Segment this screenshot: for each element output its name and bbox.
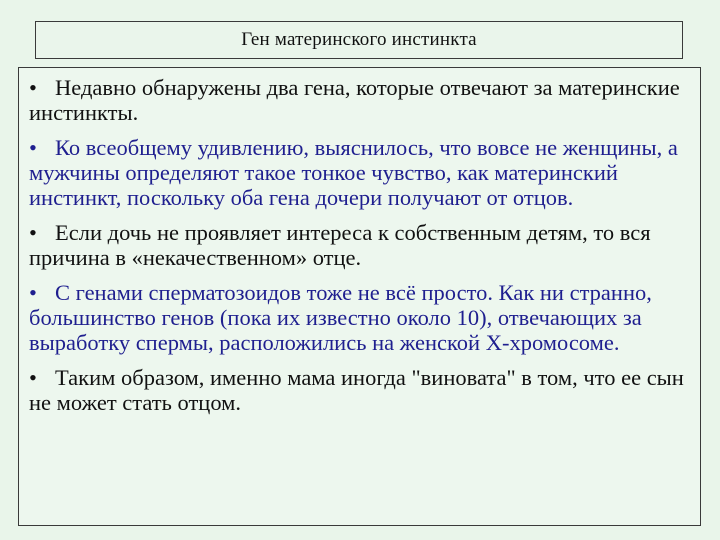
bullet-marker: • bbox=[29, 365, 37, 390]
bullet-text: Если дочь не проявляет интереса к собственным детям, то вся причина в «некачественном» отце. bbox=[29, 220, 651, 270]
bullet-item-3 bbox=[29, 220, 692, 270]
bullet-marker: • bbox=[29, 280, 37, 305]
slide-title: Ген материнского инстинкта bbox=[241, 29, 477, 50]
bullet-item-1 bbox=[29, 75, 692, 125]
bullet-marker: • bbox=[29, 220, 37, 245]
bullet-text: Недавно обнаружены два гена, которые отвечают за материнские инстинкты. bbox=[29, 75, 680, 125]
bullet-item-2 bbox=[29, 135, 692, 210]
bullet-text: Ко всеобщему удивлению, выяснилось, что вовсе не женщины, а мужчины определяют такое тонкое чувство, как материнский инстинкт, поскольку оба гена дочери получают от отцов. bbox=[29, 135, 678, 210]
bullet-text: Таким образом, именно мама иногда "виновата" в том, что ее сын не может стать отцом. bbox=[29, 365, 684, 415]
slide-content-box bbox=[18, 67, 701, 526]
bullet-item-5 bbox=[29, 365, 692, 415]
bullet-text: С генами сперматозоидов тоже не всё просто. Как ни странно, большинство генов (пока их известно около 10), отвечающих за выработку спермы, расположились на женской Х-хромосоме. bbox=[29, 280, 652, 355]
bullet-item-4 bbox=[29, 280, 692, 355]
bullet-marker: • bbox=[29, 75, 37, 100]
slide-title-box bbox=[35, 21, 683, 59]
bullet-marker: • bbox=[29, 135, 37, 160]
